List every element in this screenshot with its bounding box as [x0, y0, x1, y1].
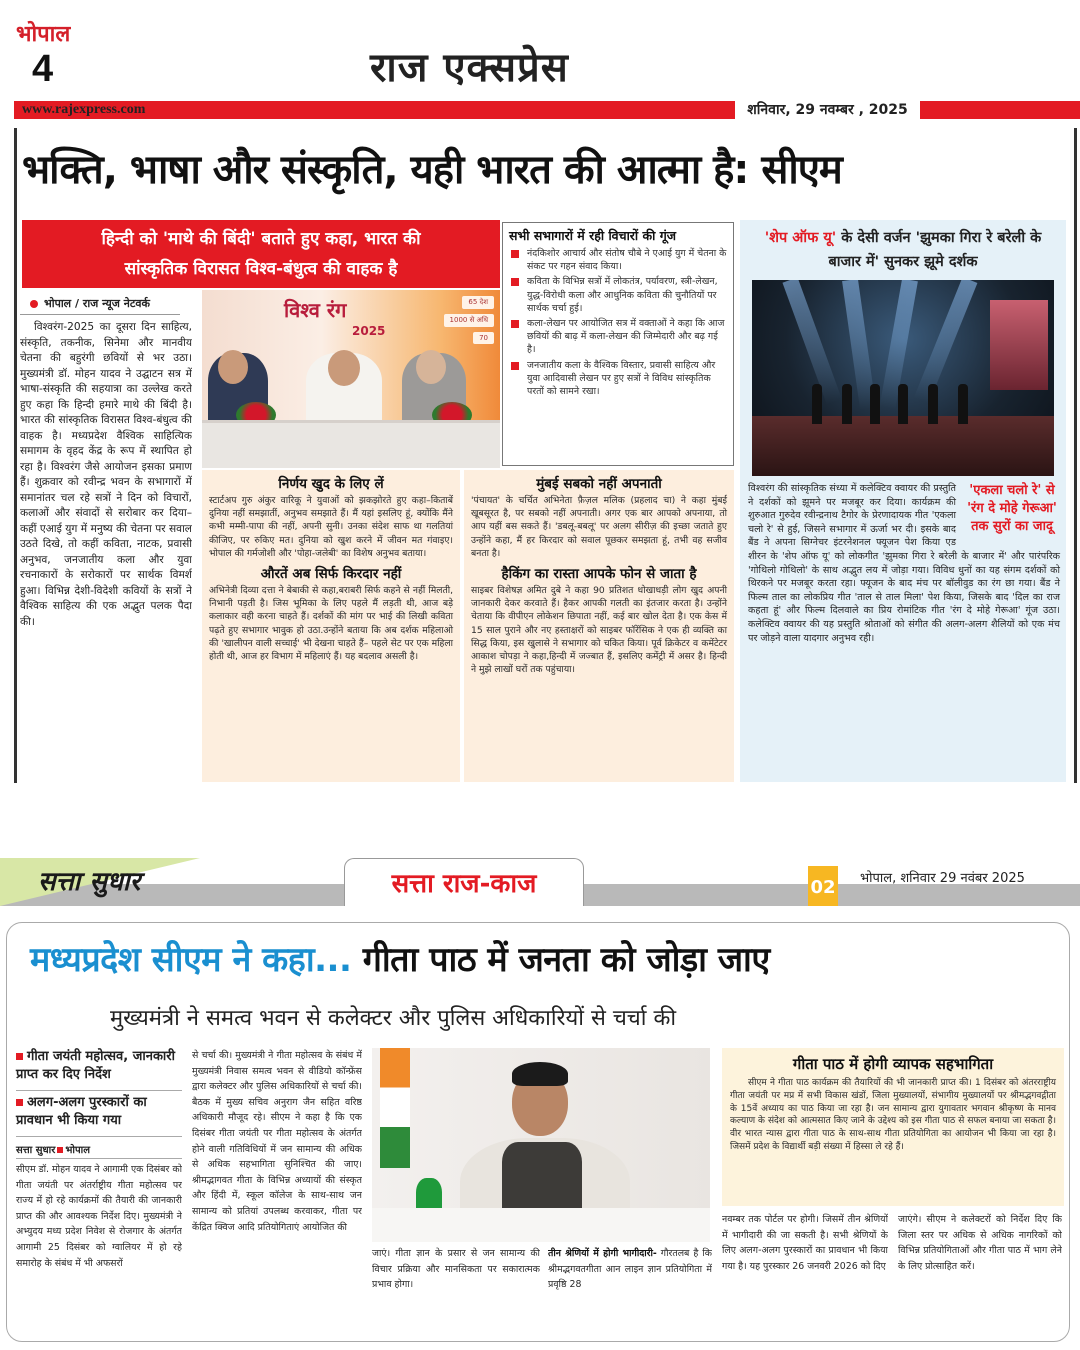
page2-subheadline: मुख्यमंत्री ने समत्व भवन से कलेक्टर और पुलिस अधिकारियों से चर्चा की — [110, 1006, 677, 1031]
frame-rule-left — [14, 128, 17, 783]
cultural-headline — [740, 220, 1066, 274]
cultural-body-rest: सिग्नेचर इंटरनेशनल फ्यूजन पेश किया एड शीरन के 'शेप ऑफ यू' को लोकगीत 'झुमका गिरा रे बरेली के बाजार में' और पारंपरिक 'गोथिलो गोथिलो' के साथ अद्भुत लय में जोड़ा गया। विविध धुनों का यह संगम दर्शकों को थिरकने पर मजबूर करता रहा। फ्यूजन के बाद मंच पर बॉलीवुड का रंग छा गया। बैंड ने फिल्म ताल का लोकप्रिय गीत 'ताल से ताल मिला' पेश किया, जिसके बाद 'दिल का राज कहता हूं' और फिल्म दिलवाले का प्रिय रोमांटिक गीत 'रंग दे मोहे गेरूआ' गूंज उठा। कलेक्टिव क्वायर की यह प्रस्तुति श्रोताओं को संगीत की अलग-अलग शैलियों को एक मंच पर जोड़ने वाला यादगार अनुभव रही। — [748, 537, 1060, 644]
page2-headline — [30, 938, 770, 982]
photo-stat-3: 70 — [473, 332, 494, 344]
page-number: 4 — [32, 48, 54, 90]
key-point-text: गीता जयंती महोत्सव, जानकारी प्राप्त कर दिए निर्देश — [16, 1049, 175, 1082]
photo-banner-year: 2025 — [352, 324, 386, 338]
panelist-center-head — [328, 350, 360, 386]
article-column-6: जाएंगे। सीएम ने कलेक्टरों को निर्देश दिए कि जिला स्तर पर अधिक से अधिक नागरिकों को विभिन्न प्रतियोगिताओं और गीता पाठ में भाग लेने के लिए प्रोत्साहित करें। — [898, 1214, 1062, 1272]
subsection-heading: तीन श्रेणियों में होगी भागीदारी- — [548, 1248, 657, 1259]
byline — [30, 296, 150, 311]
highlight-item — [509, 359, 727, 399]
headline-black-part: गीता पाठ में जनता को जोड़ा जाए — [351, 940, 770, 980]
page-number-badge: 02 — [808, 866, 838, 906]
subheadline-banner — [22, 220, 500, 288]
highlights-title: सभी सभागारों में रही विचारों की गूंज — [509, 228, 677, 243]
byline-source: सत्ता सुधार — [16, 1145, 56, 1156]
pull-quote: 'एकला चलो रे' से 'रंग दे मोहे गेरूआ' तक सुरों का जादू — [967, 483, 1057, 534]
stage-floor — [752, 416, 1054, 476]
highlight-text: कला-लेखन पर आयोजित सत्र में वक्ताओं ने कहा कि आज छवियों की बाढ़ में कला-लेखन की जिम्मेदारी और बढ़ गई है। — [527, 318, 725, 356]
highlights-box — [502, 222, 734, 466]
article-column-4 — [548, 1246, 712, 1310]
highlight-text: जनजातीय कला के वैश्विक विस्तार, प्रवासी साहित्य और युवा आदिवासी लेखन पर हुए सत्रों ने विविध सांस्कृतिक परतों को सामने रखा। — [527, 359, 716, 398]
byline-divider — [20, 314, 180, 315]
section-body: 'पंचायत' के चर्चित अभिनेता फ़ैज़ल मलिक (प्रहलाद चा) ने कहा मुंबई खूबसूरत है, पर सबको नहीं अपनाती। अगर एक बार आपको अपनाया, तो आप यहीं बस सकते हैं। 'डबलू-बबलू' पर अलग सीरीज़ की इच्छा जताते हुए उन्होंने कहा, मैं हर किरदार को सवाल पूछकर समझता हूं, तभी वह सजीव बनता है। — [471, 495, 727, 559]
subheadline-line-1: हिन्दी को 'माथे की बिंदी' बताते हुए कहा, भारत की — [101, 229, 421, 249]
photo-banner-title: विश्व रंग — [284, 298, 347, 322]
highlight-item — [509, 275, 727, 315]
spotlight-beam — [914, 280, 978, 404]
section-body: अभिनेत्री दिव्या दत्ता ने बेबाकी से कहा,बराबरी सिर्फ कहने से नहीं मिलती, निभानी पड़ती है। जिस भूमिका के लिए पहले मैं लड़ती थी, आज बड़े कलाकार वही करना चाहते हैं। दर्शकों की मांग पर भाई की लिखी कविता पढ़ते हुए सभागार भावुक हो उठा.उन्होंने बताया कि अब दर्शक महिलाओ की 'खालीपन वाली सच्चाई' भी देखना चाहते हैं– पहले सेट पर एक महिला होती थी, आज हर विभाग में महिलाएं हैं। यह बदलाव असली है। — [209, 585, 453, 663]
section-body: स्टार्टअप गुरु अंकुर वारिकू ने युवाओं को झकझोरते हुए कहा–किताबें दुनिया नहीं समझातीं, अनुभव समझाते हैं। मैं यहां इसलिए हूं, क्योंकि मैंने कभी मम्मी-पापा की नहीं, अपनी सुनी। उनका संदेश साफ था गलतियां कीजिए, पर रुकिए मत। दुनिया को खुश करने में जीवन मत गंवाइए। भोपाल की गर्मजोशी और 'पोहा-जलेबी' का विशेष अनुभव बताया। — [209, 495, 453, 559]
performer — [812, 384, 822, 424]
desk — [372, 1208, 710, 1242]
performer — [928, 384, 938, 424]
byline-2 — [16, 1142, 90, 1156]
performer — [842, 384, 852, 424]
bullet-square-icon — [16, 1099, 23, 1106]
cultural-headline-highlight: 'शेप ऑफ यू' — [764, 230, 837, 246]
indian-flag — [380, 1048, 410, 1168]
key-point-text: अलग-अलग पुरस्कारों का प्रावधान भी किया गया — [16, 1095, 147, 1128]
section-body: साइबर विशेषज्ञ अमित दुबे ने कहा 90 प्रतिशत धोखाधड़ी लोग खुद अपनी जानकारी देकर करवाते हैं। हैकर आपकी गलती का इंतजार करता है। उन्होंने चेताया कि वीपीएन लोकेशन छिपाता नहीं, कई बार खोल देता है। एक केस में 15 साल पुराने और नए हस्ताक्षरों को साइबर फॉरेंसिक ने एक ही व्यक्ति का सिद्ध किया, इस खुलासे ने सभागार को चकित किया। पूर्व क्रिकेटर व कमेंटेटर आकाश चोपड़ा ने कहा,हिन्दी में जज्बात हैं, इसलिए कमेंट्री में असर है। हिन्दी ने मुझे लाखों घरों तक पहुंचाया। — [471, 585, 727, 676]
cm-video-conference-photo — [372, 1048, 710, 1242]
photo-stat-1: 65 देश — [462, 296, 494, 309]
bullet-square-icon — [511, 278, 519, 286]
issue-date: शनिवार, 29 नवम्बर , 2025 — [735, 99, 920, 121]
section-title: निर्णय खुद के लिए लें — [278, 476, 384, 492]
cultural-evening-box — [740, 220, 1066, 782]
website-url[interactable]: www.rajexpress.com — [22, 102, 146, 117]
cultural-article-body — [748, 482, 1060, 645]
bullet-square-icon — [57, 1147, 63, 1153]
article-column-3: जाएं। गीता ज्ञान के प्रसार से जन सामान्य की विचार प्रक्रिया और मानसिकता पर सकारात्मक प्रभाव होगा। — [372, 1248, 540, 1291]
cultural-body-first: विश्वरंग की सांस्कृतिक संध्या में कलेक्टिव क्वायर की प्रस्तुति ने दर्शकों को झूमने पर मजबूर कर दिया। कार्यक्रम की शुरुआत गुरुदेव रवीन्द्रनाथ टैगोर के प्रेरणादायक गीत 'एकला चलो रे' से हुई, जिसने सभागार में ऊर्जा भर दी। इसके बाद बैंड ने अपना — [748, 483, 956, 549]
article-column-2: से चर्चा की। मुख्यमंत्री ने गीता महोत्सव के संबंध में मुख्यमंत्री निवास समत्व भवन से वीडियो कॉन्फ्रेंस द्वारा कलेक्टर और पुलिस अधिकारियों से चर्चा की। बैठक में मुख्य सचिव अनुराग जैन सहित वरिष्ठ अधिकारी मौजूद रहे। सीएम ने कहा है कि एक दिसंबर गीता जयंती पर गीता महोत्सव के अंतर्गत होने वाली गतिविधियों में जन सामान्य की अधिक से अधिक सहभागिता सुनिश्चित की जाए। श्रीमद्भागवत गीता के विभिन्न अध्यायों की संस्कृत और हिंदी में, स्कूल कॉलेज के साथ-साथ जन सामान्य को प्रतियां उपलब्ध करवाकर, गीता पर केंद्रित क्विज आदि प्रतियोगिताएं आयोजित की — [192, 1050, 362, 1233]
page-separator — [0, 790, 1080, 850]
section-title: मुंबई सबको नहीं अपनाती — [536, 476, 662, 492]
highlight-text: नंदकिशोर आचार्य और संतोष चौबे ने एआई युग में चेतना के संकट पर गहन संवाद किया। — [527, 248, 727, 273]
article-column-5: नवम्बर तक पोर्टल पर होगी। जिसमें तीन श्रेणियों में भागीदारी की जा सकती है। सभी श्रेणियों के लिए अलग-अलग पुरस्कारों का प्रावधान भी किया गया है। यह पुरस्कार 26 जनवरी 2026 को दिए — [722, 1214, 888, 1272]
article-column-1: सीएम डॉ. मोहन यादव ने आगामी एक दिसंबर को गीता जयंती पर अंतर्राष्ट्रीय गीता महोत्सव पर राज्य में हो रहे कार्यक्रमों की तैयारी की जानकारी प्राप्त की और आवश्यक निर्देश दिए। मुख्यमंत्री ने अभ्युदय मध्य प्रदेश निवेश से रोजगार के अंतर्गत आगामी 25 दिसंबर को ग्वालियर में हो रहे समारोह के संबंध में भी अफसरों — [16, 1164, 182, 1269]
masthead-city: भोपाल — [16, 22, 71, 47]
frame-rule-right — [1074, 128, 1077, 783]
key-point-divider — [16, 1136, 182, 1137]
masthead-red-bar — [14, 101, 1080, 119]
highlight-item — [509, 247, 727, 273]
stage-table — [202, 420, 500, 468]
sessions-box-left — [202, 470, 460, 782]
cm-hair — [512, 1062, 568, 1086]
gita-path-box — [722, 1048, 1064, 1206]
section-title: औरतें अब सिर्फ किरदार नहीं — [260, 566, 402, 583]
byline-divider — [16, 1158, 182, 1159]
newspaper-logo: राज एक्सप्रेस — [370, 45, 569, 91]
byline-city: भोपाल — [65, 1145, 91, 1156]
lead-article-body: विश्वरंग-2025 का दूसरा दिन साहित्य, संस्कृति, तकनीक, सिनेमा और मानवीय चेतना की बहुरंगी छवियों से भर उठा। मुख्यमंत्री डॉ. मोहन यादव ने उद्घाटन सत्र में भाषा-संस्कृति की सहयात्रा का उल्लेख करते हुए कहा कि हिन्दी हमारे माथे की बिंदी है। भारत की सांस्कृतिक विरासत विश्व-बंधुत्व की वाहक है। मध्यप्रदेश वैश्विक साहित्यिक समागम के वृहद केंद्र के रूप में स्थापित हो रहा है। विश्वरंग जैसे आयोजन इसका प्रमाण हैं। शुक्रवार को रवीन्द्र भवन के सभागारों में समानांतर चल रहे सत्रों ने दिन को विचारों, कलाओं और संवादों से सरोबार कर दिया– कहीं एआई युग में मनुष्य की चेतना पर सवाल उठते दिखे, तो कहीं कविता, नाटक, प्रवासी अनुभव, जनजातीय कला और युवा रचनाकारों के सरोकारों पर सार्थक विमर्श हुआ। विभिन्न देशी-विदेशी कवियों के सत्रों ने वैश्विक साहित्य की एक अद्भुत पलक पैदा की। — [20, 321, 192, 628]
cultural-headline-rest: के देसी वर्जन 'झुमका गिरा रे बरेली के बाजार में' सुनकर झूमे दर्शक — [828, 230, 1042, 270]
bullet-dot-icon — [30, 300, 38, 308]
panelist-left-head — [218, 350, 248, 384]
side-box-body: सीएम ने गीता पाठ कार्यक्रम की तैयारियों की भी जानकारी प्राप्त की। 1 दिसंबर को अंतरराष्ट्रीय गीता जयंती पर मप्र में सभी विकास खंडों, जिला मुख्यालयों, संभागीय मुख्यालयों पर श्रीमद्भगवद्गीता के 15वें अध्याय का पाठ किया जा रहा है। जन सामान्य द्वारा युगावतार भगवान श्रीकृष्ण के मानव कल्याण के संदेश को आत्मसात किए जाने के उद्देश्य को इस गीता पाठ से सफल बनाया जा सकता है। वीर भारत न्यास द्वारा गीता पाठ के साथ-साथ गीता प्रतियोगिता का आयोजन भी किया जा रहा है। जिसमें प्रदेश के विद्यार्थी बड़ी संख्या में हिस्सा ले रहे हैं। — [730, 1078, 1056, 1152]
key-point-divider — [16, 1090, 182, 1091]
performer — [870, 384, 880, 424]
highlight-text: कविता के विभिन्न सत्रों में लोकतंत्र, पर्यावरण, स्त्री-लेखन, युद्ध-विरोधी कला और आधुनिक कविता की चुनौतियों पर सार्थक चर्चा हुई। — [527, 276, 718, 314]
key-point — [16, 1094, 186, 1130]
performer — [958, 384, 968, 424]
key-point — [16, 1048, 186, 1084]
stage-screen — [990, 300, 1048, 390]
side-box-title: गीता पाठ में होगी व्यापक सहभागिता — [792, 1055, 994, 1073]
highlights-list — [509, 247, 727, 398]
subheadline-line-2: सांस्कृतिक विरासत विश्व-बंधुत्व की वाहक है — [124, 259, 398, 279]
bullet-square-icon — [511, 250, 519, 258]
photo-stat-2: 1000 से अधि — [444, 314, 494, 327]
sessions-box-right — [464, 470, 734, 782]
panelist-right-head — [416, 350, 446, 384]
newspaper-logo-2: सत्ता सुधार — [38, 867, 141, 897]
section-tab: सत्ता राज-काज — [344, 858, 584, 906]
bullet-square-icon — [511, 362, 519, 370]
vishwarang-session-photo — [202, 290, 500, 468]
main-headline: भक्ति, भाषा और संस्कृति, यही भारत की आत्मा है: सीएम — [22, 147, 842, 193]
subsection-text: गौरतलब है कि श्रीमद्भगवतगीता आन लाइन ज्ञान प्रतियोगिता में प्रवृष्ठि 28 — [548, 1248, 712, 1291]
concert-stage-photo — [752, 280, 1054, 476]
bullet-square-icon — [511, 320, 519, 328]
headline-blue-part: मध्यप्रदेश सीएम ने कहा... — [30, 940, 352, 980]
byline-text: भोपाल / राज न्यूज नेटवर्क — [44, 297, 150, 310]
performer — [898, 384, 908, 424]
highlight-item — [509, 317, 727, 357]
section-title: हैकिंग का रास्ता आपके फोन से जाता है — [501, 566, 697, 583]
dateline: भोपाल, शनिवार 29 नवंबर 2025 — [860, 871, 1025, 886]
bullet-square-icon — [16, 1053, 23, 1060]
